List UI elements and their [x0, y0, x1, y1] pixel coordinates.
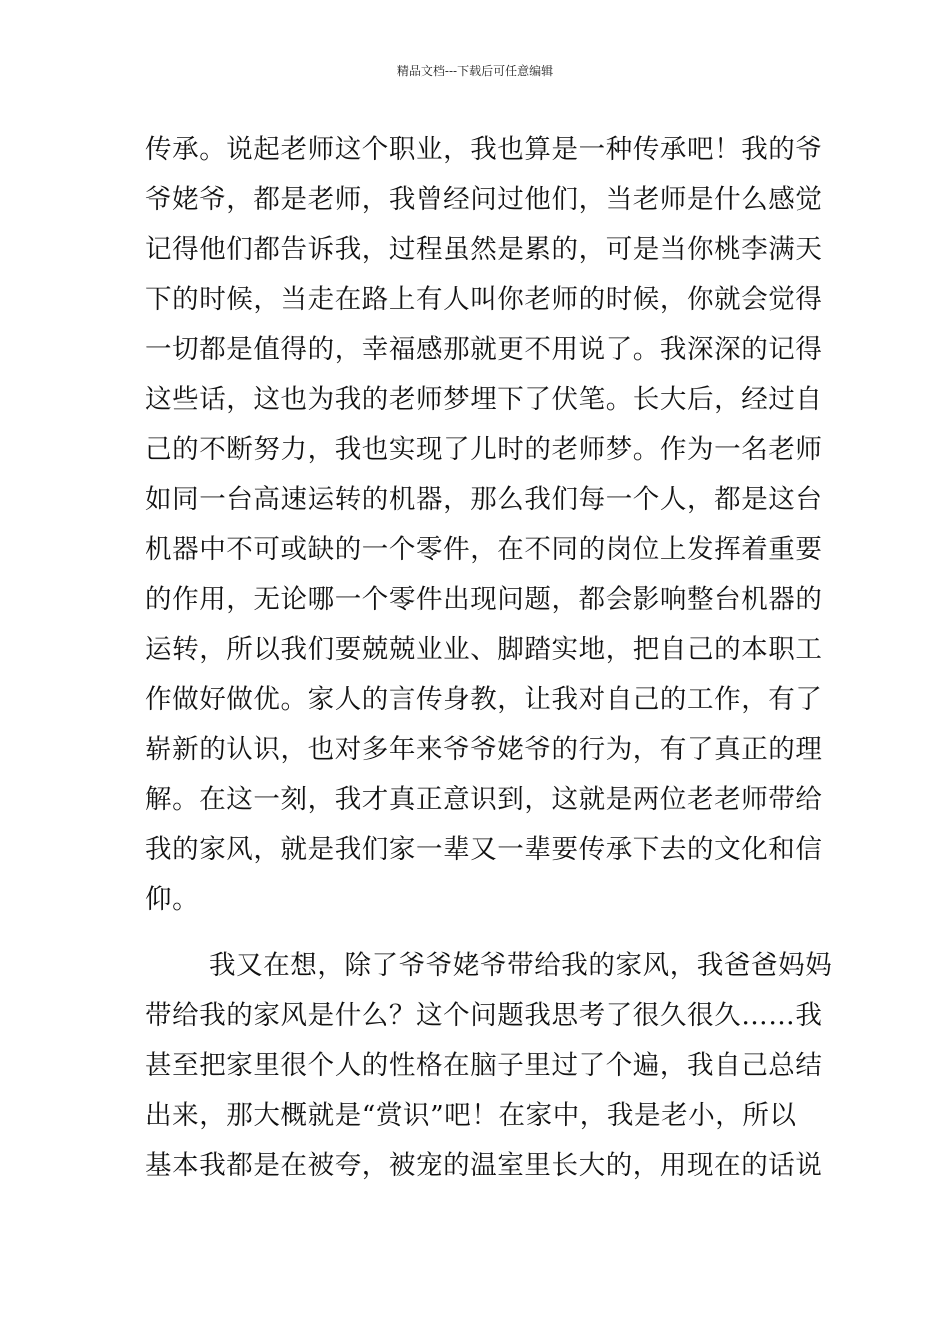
- text-line: 我的家风，就是我们家一辈又一辈要传承下去的文化和信: [145, 834, 823, 865]
- text-line: 基本我都是在被夸，被宠的温室里长大的，用现在的话说: [145, 1150, 823, 1181]
- text-line: 己的不断努力，我也实现了儿时的老师梦。作为一名老师: [145, 434, 823, 465]
- text-line: 记得他们都告诉我，过程虽然是累的，可是当你桃李满天: [145, 234, 823, 265]
- paragraph-2: [145, 941, 833, 1191]
- text-line: 机器中不可或缺的一个零件，在不同的岗位上发挥着重要: [145, 534, 823, 565]
- text-line: 下的时候，当走在路上有人叫你老师的时候，你就会觉得: [145, 284, 823, 315]
- text-line: 作做好做优。家人的言传身教，让我对自己的工作，有了: [145, 684, 823, 715]
- text-line: 一切都是值得的，幸福感那就更不用说了。我深深的记得: [145, 334, 823, 365]
- page-header: 精品文档---下载后可任意编辑: [396, 64, 554, 78]
- text-line-indented: 我又在想，除了爷爷姥爷带给我的家风，我爸爸妈妈: [209, 950, 833, 981]
- text-line: 解。在这一刻，我才真正意识到，这就是两位老老师带给: [145, 784, 823, 815]
- text-line: 出来，那大概就是“赏识”吧！在家中，我是老小，所以: [145, 1100, 797, 1131]
- text-line: 的作用，无论哪一个零件出现问题，都会影响整台机器的: [145, 584, 823, 615]
- text-line: 仰。: [145, 884, 200, 915]
- text-line: 传承。说起老师这个职业，我也算是一种传承吧！我的爷: [145, 134, 823, 165]
- text-line: 运转，所以我们要兢兢业业、脚踏实地，把自己的本职工: [145, 634, 823, 665]
- text-line: 这些话，这也为我的老师梦埋下了伏笔。长大后，经过自: [145, 384, 823, 415]
- paragraph-1: [145, 125, 825, 925]
- text-line: 如同一台高速运转的机器，那么我们每一个人，都是这台: [145, 484, 823, 515]
- text-line: 爷姥爷，都是老师，我曾经问过他们，当老师是什么感觉: [145, 184, 823, 215]
- text-line: 崭新的认识，也对多年来爷爷姥爷的行为，有了真正的理: [145, 734, 823, 765]
- text-line: 甚至把家里很个人的性格在脑子里过了个遍，我自己总结: [145, 1050, 823, 1081]
- text-line: 带给我的家风是什么？这个问题我思考了很久很久……我: [145, 1000, 823, 1031]
